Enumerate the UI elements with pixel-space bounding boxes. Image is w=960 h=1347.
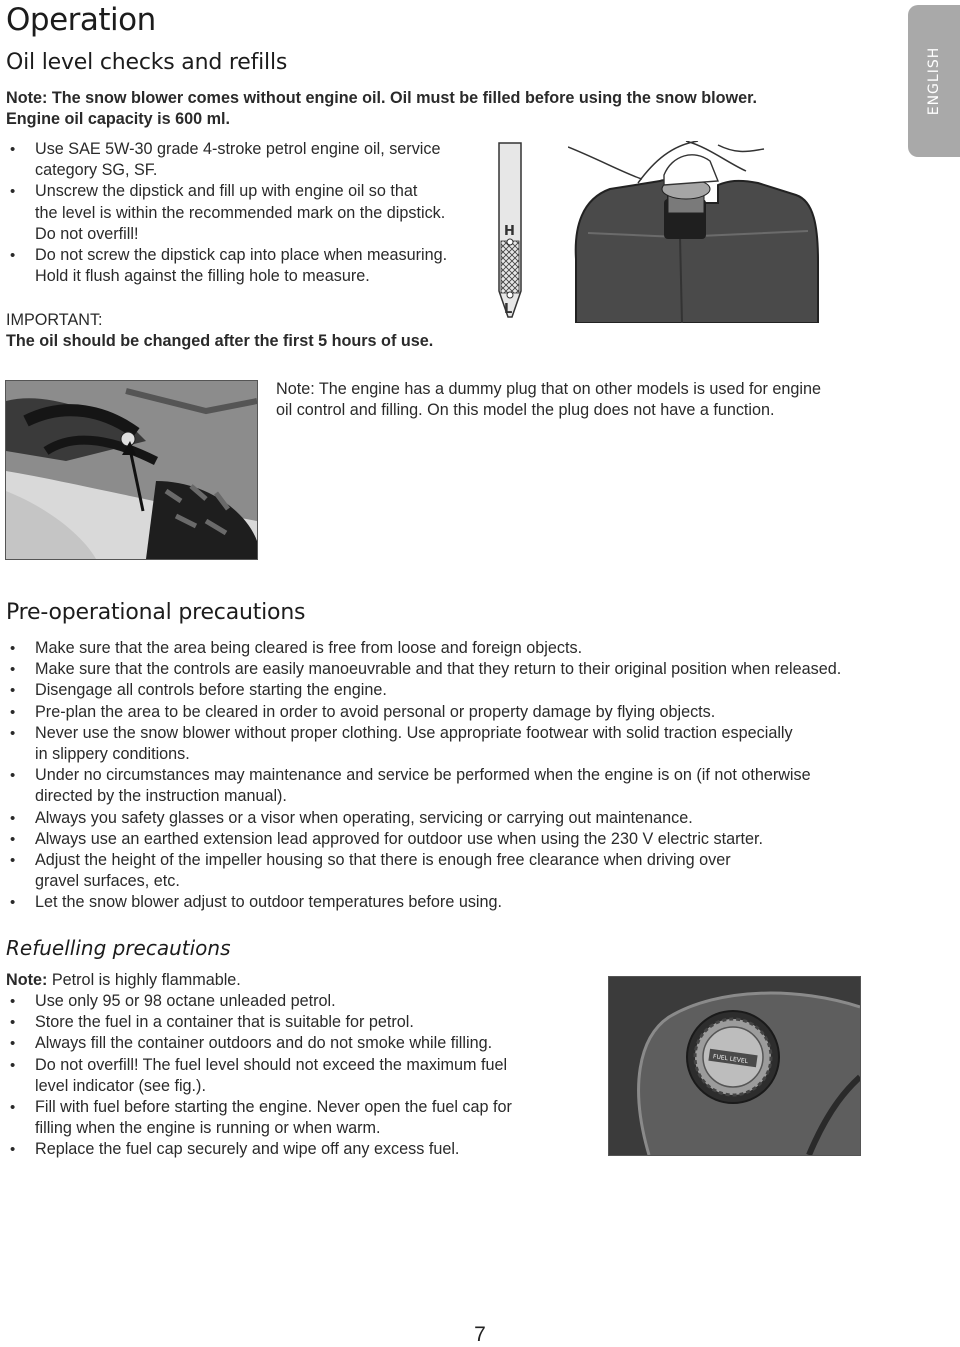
list-item (6, 829, 886, 850)
list-item-line: • Do not overfill! The fuel level should not exceed the maximum fuel (35, 1055, 508, 1074)
list-item-line: • Use SAE 5W-30 grade 4-stroke petrol engine oil, service (35, 140, 441, 158)
list-item (6, 638, 886, 659)
oil-filler-illustration (568, 141, 822, 323)
dummy-note-line: oil control and filling. On this model the plug does not have a function. (276, 401, 775, 420)
note-text: Petrol is highly flammable. (47, 971, 241, 989)
list-item-line: • Always use an earthed extension lead approved for outdoor use when using the 230 V electric starter. (35, 829, 763, 848)
refuel-note (6, 970, 241, 991)
page-title: Operation (6, 2, 156, 38)
note-text: The engine has a dummy plug that on other models is used for engine (314, 380, 822, 398)
list-item (6, 139, 486, 181)
list-item-line: • Disengage all controls before starting the engine. (35, 681, 387, 700)
list-item-line: • Store the fuel in a container that is suitable for petrol. (35, 1013, 414, 1032)
list-item-line: the level is within the recommended mark on the dipstick. (35, 203, 446, 222)
oil-note-line: Engine oil capacity is 600 ml. (6, 110, 231, 129)
engine-dummy-plug-photo (5, 380, 258, 560)
important-label: IMPORTANT: (6, 311, 103, 329)
list-item-line: • Always fill the container outdoors and do not smoke while filling. (35, 1034, 493, 1053)
list-item (6, 659, 886, 680)
list-item-line: filling when the engine is running or when warm. (35, 1119, 381, 1138)
refuel-bullets (6, 991, 566, 1161)
list-item-line: Do not overfill! (35, 224, 139, 243)
oil-heading: Oil level checks and refills (6, 50, 288, 75)
list-item (6, 808, 886, 829)
list-item (6, 702, 886, 723)
list-item-line: category SG, SF. (35, 161, 158, 180)
list-item (6, 181, 486, 245)
list-item (6, 723, 886, 765)
oil-note (6, 88, 886, 130)
list-item-line: • Unscrew the dipstick and fill up with engine oil so that (35, 182, 418, 201)
list-item (6, 991, 566, 1012)
pre-bullets (6, 638, 886, 914)
dummy-note-line (276, 379, 896, 400)
oil-bullets (6, 139, 486, 287)
page-number: 7 (474, 1323, 486, 1346)
fuel-level-label: FUEL LEVEL (712, 1053, 749, 1066)
language-tab (908, 5, 960, 157)
list-item (6, 1012, 566, 1033)
list-item-line: gravel surfaces, etc. (35, 872, 180, 891)
list-item-line: • Fill with fuel before starting the engine. Never open the fuel cap for (35, 1098, 512, 1117)
list-item-line: directed by the instruction manual). (35, 787, 287, 806)
list-item-line: • Always you safety glasses or a visor when operating, servicing or carrying out maintenance. (35, 808, 693, 827)
list-item (6, 680, 886, 701)
list-item (6, 1139, 566, 1160)
note-label: Note: (276, 380, 315, 398)
list-item-line: • Do not screw the dipstick cap into place when measuring. (35, 246, 448, 265)
list-item (6, 1097, 566, 1139)
list-item (6, 245, 486, 287)
list-item (6, 765, 886, 807)
list-item (6, 892, 886, 913)
list-item-line: • Never use the snow blower without proper clothing. Use appropriate footwear with solid traction especially (35, 723, 793, 742)
list-item-line: level indicator (see fig.). (35, 1076, 206, 1095)
list-item-line: in slippery conditions. (35, 745, 190, 764)
list-item-line: • Let the snow blower adjust to outdoor temperatures before using. (35, 893, 503, 912)
note-label: Note: (6, 971, 48, 989)
oil-note-line: Note: The snow blower comes without engine oil. Oil must be filled before using the snow blower. (6, 89, 757, 107)
dipstick-figure (494, 141, 528, 319)
list-item-line: • Under no circumstances may maintenance and service be performed when the engine is on (if not otherwise (35, 766, 811, 785)
refuel-heading: Refuelling precautions (6, 936, 231, 960)
list-item-line: • Replace the fuel cap securely and wipe off any excess fuel. (35, 1140, 460, 1159)
dipstick-low-mark: L (504, 302, 513, 317)
list-item-line: • Use only 95 or 98 octane unleaded petrol. (35, 992, 336, 1010)
list-item-line: • Adjust the height of the impeller housing so that there is enough free clearance when driving over (35, 851, 731, 870)
dipstick-high-mark: H (504, 224, 515, 239)
important-text: The oil should be changed after the first 5 hours of use. (6, 332, 434, 350)
list-item (6, 1055, 566, 1097)
fuel-cap-photo (608, 976, 861, 1156)
list-item-line: • Pre-plan the area to be cleared in order to avoid personal or property damage by flying objects. (35, 702, 716, 721)
list-item (6, 850, 886, 892)
list-item-line: • Make sure that the controls are easily manoeuvrable and that they return to their original position when released. (35, 660, 842, 679)
list-item-line: Hold it flush against the filling hole to measure. (35, 267, 370, 286)
language-tab-label: ENGLISH (926, 46, 942, 116)
list-item (6, 1033, 566, 1054)
dummy-plug-note (276, 379, 896, 421)
pre-heading: Pre-operational precautions (6, 600, 306, 625)
list-item-line: • Make sure that the area being cleared is free from loose and foreign objects. (35, 639, 583, 657)
